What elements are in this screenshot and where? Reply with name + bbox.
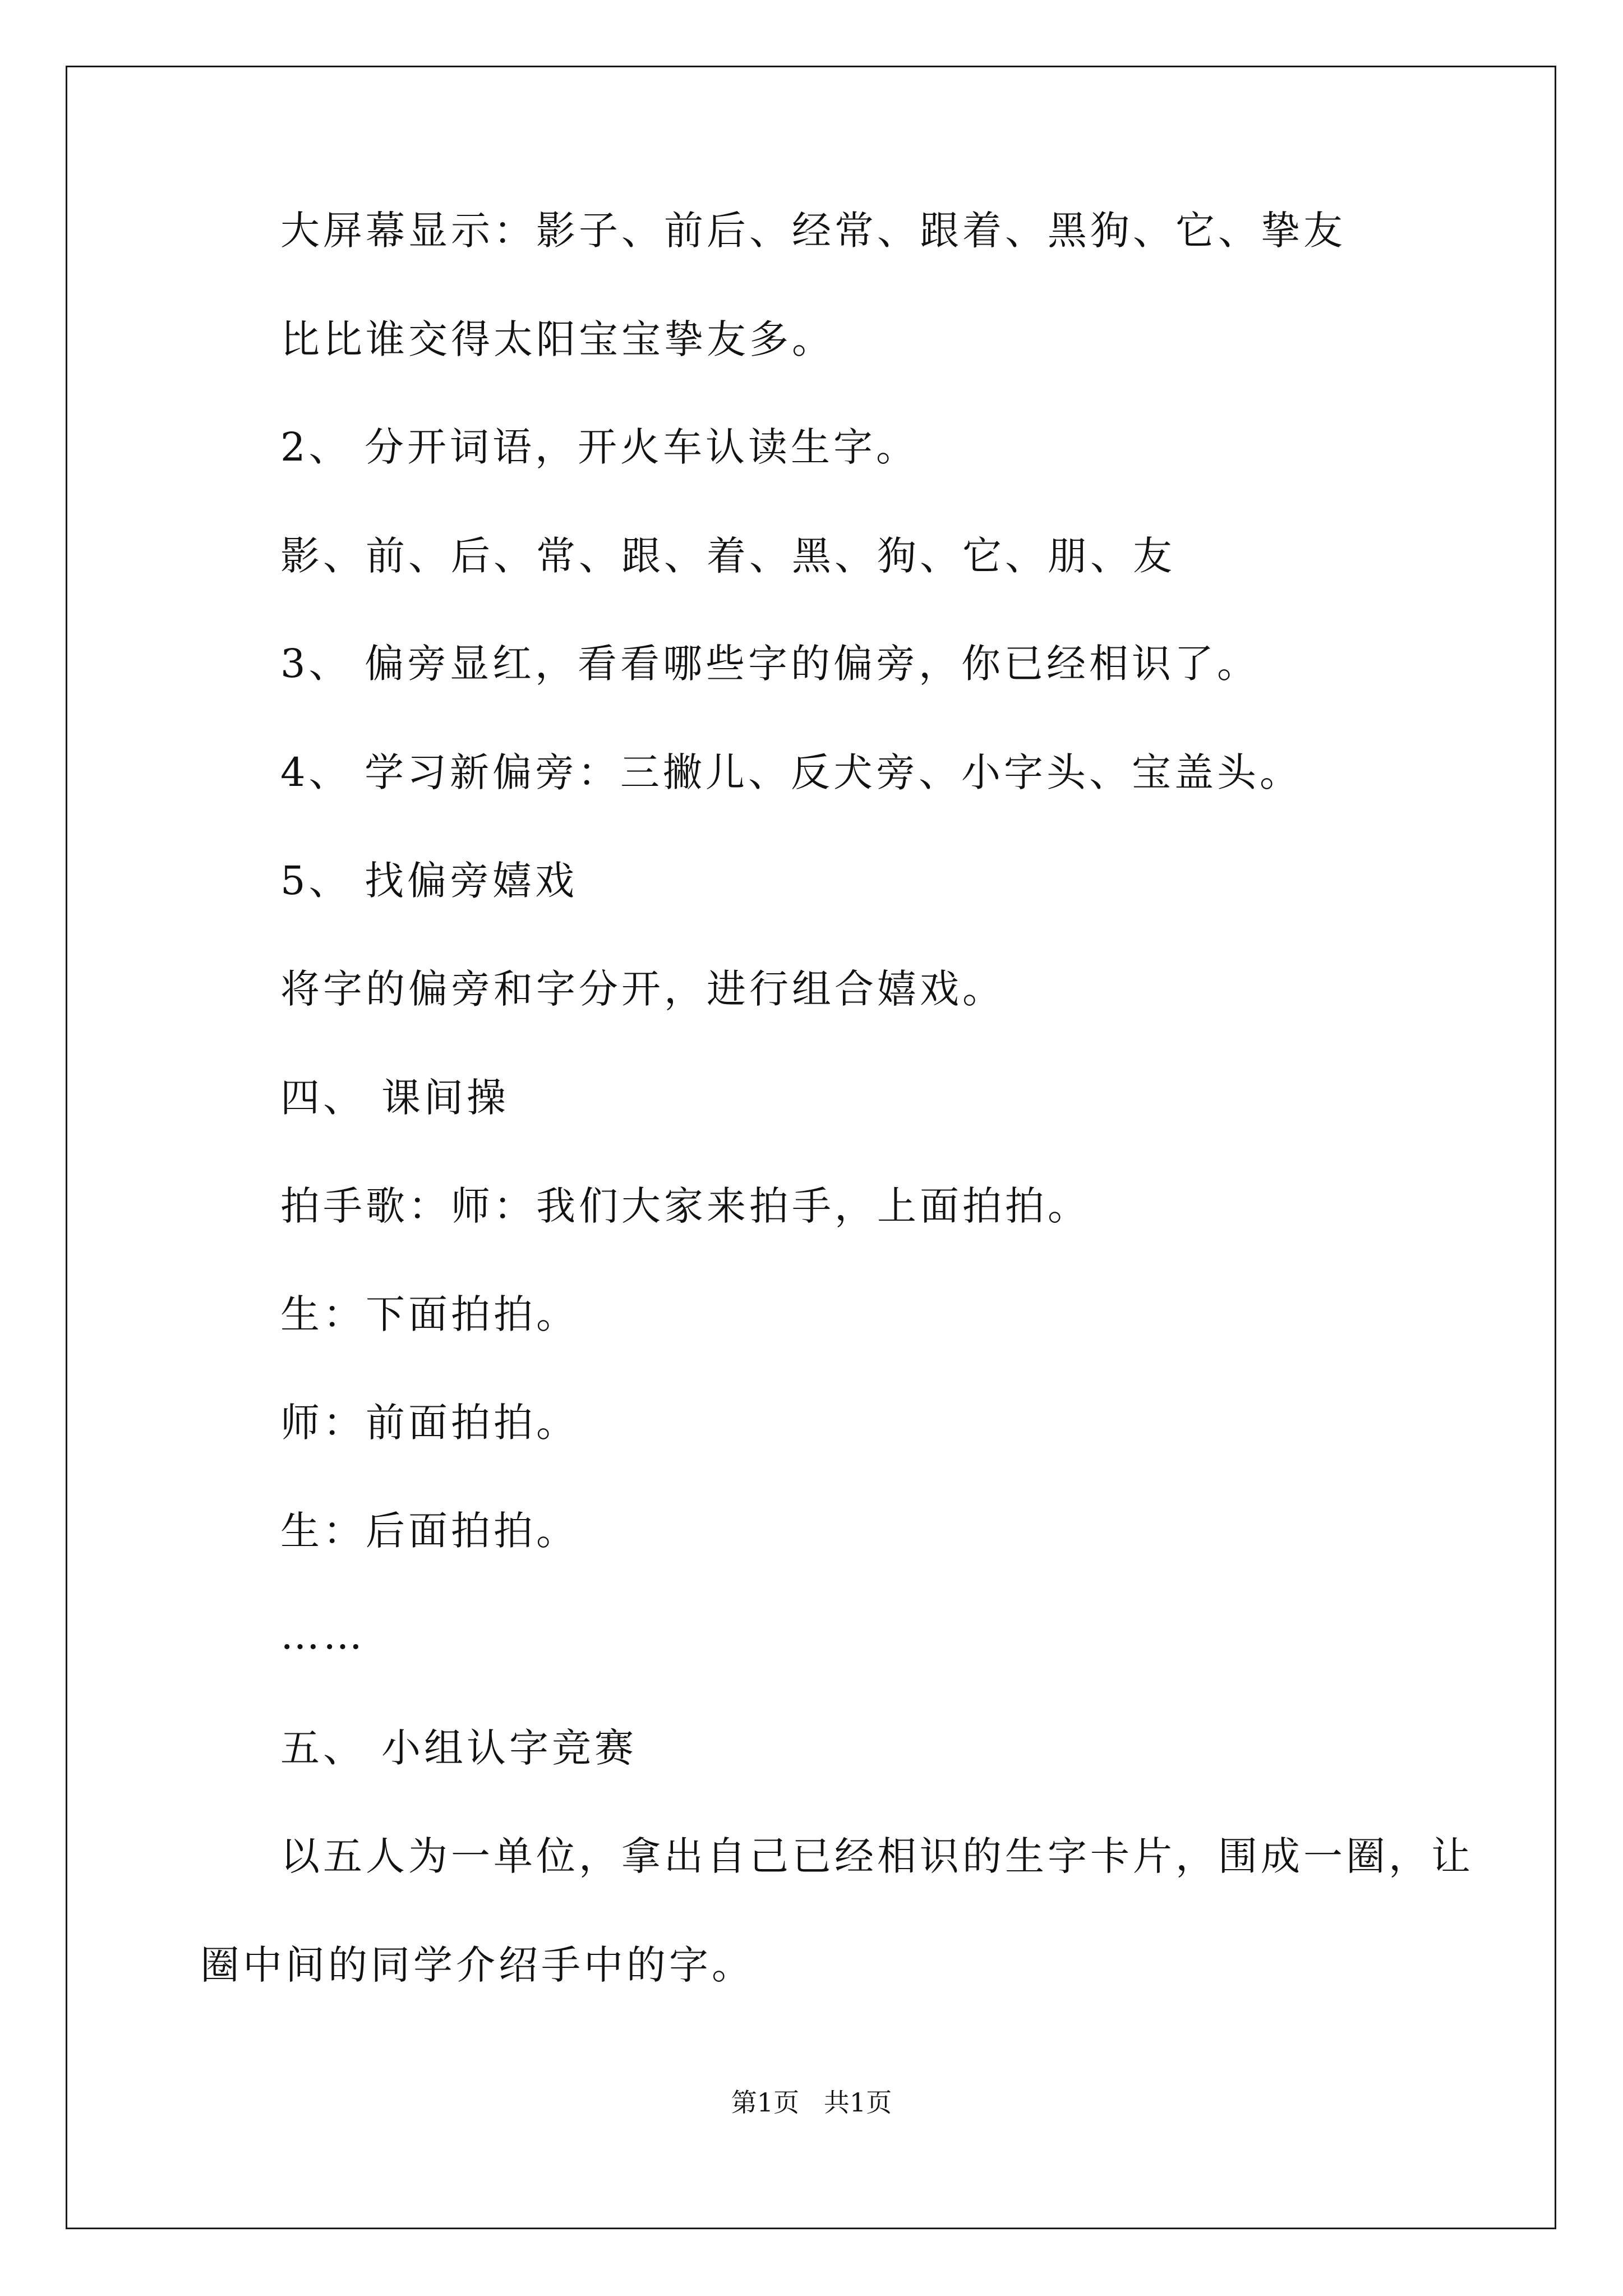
list-item [280, 855, 578, 906]
text-line: 生：后面拍拍。 [280, 1508, 579, 1554]
ellipsis-line: …… [280, 1612, 366, 1658]
list-item-number: 3、 [280, 641, 352, 687]
text-line: 影、前、后、常、跟、着、黑、狗、它、朋、友 [280, 533, 1175, 579]
text-line: 以五人为一单位，拿出自己已经相识的生字卡片，围成一圈，让 [280, 1833, 1474, 1879]
list-item [280, 422, 919, 472]
section-title: 课间操 [381, 1075, 509, 1121]
list-item-text: 偏旁显红，看看哪些字的偏旁，你已经相识了。 [365, 641, 1260, 687]
section-title: 小组认字竞赛 [381, 1725, 637, 1771]
list-item-text: 分开词语，开火车认读生字。 [365, 424, 919, 470]
text-line: 将字的偏旁和字分开，进行组合嬉戏。 [280, 966, 1005, 1012]
list-item [280, 747, 1302, 798]
section-heading [280, 1073, 509, 1123]
list-item-text: 学习新偏旁：三撇儿、反犬旁、小字头、宝盖头。 [365, 749, 1302, 795]
list-item [280, 638, 1260, 689]
text-line: 师：前面拍拍。 [280, 1400, 579, 1446]
list-item-number: 5、 [280, 858, 352, 904]
list-item-text: 找偏旁嬉戏 [365, 858, 578, 904]
text-line: 圈中间的同学介绍手中的字。 [200, 1942, 754, 1988]
text-line: 拍手歌：师：我们大家来拍手，上面拍拍。 [280, 1183, 1090, 1229]
page-border [66, 66, 1556, 2229]
list-item-number: 2、 [280, 424, 352, 470]
section-heading [280, 1723, 637, 1773]
text-line: 生：下面拍拍。 [280, 1291, 579, 1337]
list-item-number: 4、 [280, 749, 352, 795]
text-line: 大屏幕显示：影子、前后、经常、跟着、黑狗、它、挚友 [280, 208, 1346, 254]
text-line: 比比谁交得太阳宝宝挚友多。 [280, 316, 834, 362]
section-number: 四、 [280, 1075, 366, 1121]
page-number-footer: 第1页 共1页 [731, 2087, 892, 2118]
section-number: 五、 [280, 1725, 366, 1771]
